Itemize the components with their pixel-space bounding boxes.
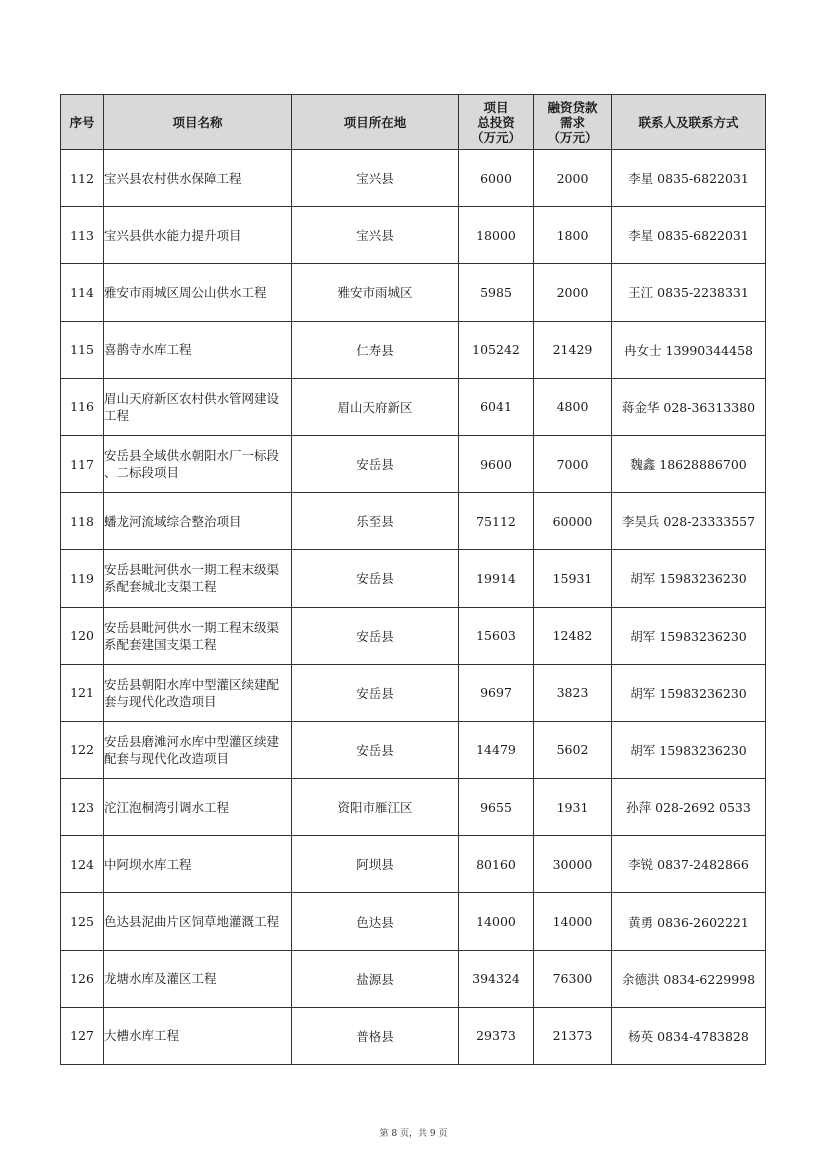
total-investment: 29373 — [459, 1007, 534, 1064]
project-name-line: 安岳县磨滩河水库中型灌区续建 — [104, 733, 280, 749]
project-name — [104, 435, 292, 492]
table-row — [61, 264, 766, 321]
row-number: 126 — [61, 950, 104, 1007]
total-investment: 105242 — [459, 321, 534, 378]
project-location: 安岳县 — [292, 550, 459, 607]
total-investment: 19914 — [459, 550, 534, 607]
table-row — [61, 207, 766, 264]
contact-info: 杨英 0834-4783828 — [612, 1007, 766, 1064]
table-row — [61, 550, 766, 607]
project-location: 安岳县 — [292, 721, 459, 778]
project-location: 仁寿县 — [292, 321, 459, 378]
contact-info: 余德洪 0834-6229998 — [612, 950, 766, 1007]
loan-demand: 5602 — [534, 721, 612, 778]
project-name — [104, 1007, 292, 1064]
project-name-line: 蟠龙河流域综合整治项目 — [104, 513, 242, 529]
contact-info: 胡军 15983236230 — [612, 550, 766, 607]
contact-info: 王江 0835-2238331 — [612, 264, 766, 321]
project-name-line: 安岳县毗河供水一期工程末级渠 — [104, 619, 280, 635]
contact-info: 李星 0835-6822031 — [612, 207, 766, 264]
project-name — [104, 721, 292, 778]
contact-info: 胡军 15983236230 — [612, 721, 766, 778]
contact-info: 蒋金华 028-36313380 — [612, 378, 766, 435]
project-location: 宝兴县 — [292, 207, 459, 264]
loan-demand: 30000 — [534, 836, 612, 893]
loan-demand: 60000 — [534, 493, 612, 550]
project-location: 雅安市雨城区 — [292, 264, 459, 321]
table-row — [61, 493, 766, 550]
project-name — [104, 150, 292, 207]
header-investment-line: 项目 — [483, 99, 509, 115]
project-name-line: 系配套建国支渠工程 — [104, 636, 217, 652]
row-number: 119 — [61, 550, 104, 607]
project-location: 安岳县 — [292, 607, 459, 664]
total-investment: 9697 — [459, 664, 534, 721]
loan-demand: 76300 — [534, 950, 612, 1007]
table-row — [61, 664, 766, 721]
project-table — [60, 94, 766, 1065]
row-number: 125 — [61, 893, 104, 950]
total-investment: 80160 — [459, 836, 534, 893]
contact-info: 冉女士 13990344458 — [612, 321, 766, 378]
header-location: 项目所在地 — [292, 95, 459, 150]
header-investment — [459, 95, 534, 150]
project-name — [104, 893, 292, 950]
project-name-line: 安岳县全域供水朝阳水厂一标段 — [104, 448, 280, 464]
row-number: 115 — [61, 321, 104, 378]
project-name-line: 眉山天府新区农村供水管网建设 — [104, 390, 280, 406]
row-number: 120 — [61, 607, 104, 664]
project-name-line: 工程 — [104, 407, 130, 423]
loan-demand: 2000 — [534, 264, 612, 321]
row-number: 113 — [61, 207, 104, 264]
project-name — [104, 207, 292, 264]
total-investment: 18000 — [459, 207, 534, 264]
project-location: 阿坝县 — [292, 836, 459, 893]
table-row — [61, 779, 766, 836]
project-name — [104, 607, 292, 664]
row-number: 116 — [61, 378, 104, 435]
project-name — [104, 664, 292, 721]
project-name-line: 、二标段项目 — [104, 465, 180, 481]
project-name-line: 套与现代化改造项目 — [104, 693, 217, 709]
table-row — [61, 607, 766, 664]
row-number: 118 — [61, 493, 104, 550]
header-contact: 联系人及联系方式 — [612, 95, 766, 150]
project-name — [104, 493, 292, 550]
table-row — [61, 321, 766, 378]
header-loan — [534, 95, 612, 150]
header-investment-line: （万元） — [470, 129, 521, 145]
project-name-line: 喜鹊寺水库工程 — [104, 342, 192, 358]
project-location: 普格县 — [292, 1007, 459, 1064]
total-investment: 5985 — [459, 264, 534, 321]
contact-info: 胡军 15983236230 — [612, 664, 766, 721]
contact-info: 李锐 0837-2482866 — [612, 836, 766, 893]
loan-demand: 21429 — [534, 321, 612, 378]
row-number: 114 — [61, 264, 104, 321]
project-name-line: 沱江泡桐湾引调水工程 — [104, 799, 230, 815]
total-investment: 15603 — [459, 607, 534, 664]
row-number: 127 — [61, 1007, 104, 1064]
total-investment: 9600 — [459, 435, 534, 492]
contact-info: 魏鑫 18628886700 — [612, 435, 766, 492]
project-name — [104, 950, 292, 1007]
total-investment: 14000 — [459, 893, 534, 950]
contact-info: 胡军 15983236230 — [612, 607, 766, 664]
loan-demand: 4800 — [534, 378, 612, 435]
table-row — [61, 435, 766, 492]
header-loan-line: 需求 — [559, 114, 585, 130]
table-row — [61, 836, 766, 893]
project-location: 眉山天府新区 — [292, 378, 459, 435]
row-number: 121 — [61, 664, 104, 721]
project-name-line: 色达县泥曲片区饲草地灌溉工程 — [104, 914, 280, 930]
project-name-line: 龙塘水库及灌区工程 — [104, 971, 217, 987]
loan-demand: 15931 — [534, 550, 612, 607]
contact-info: 孙萍 028-2692 0533 — [612, 779, 766, 836]
loan-demand: 7000 — [534, 435, 612, 492]
project-name — [104, 264, 292, 321]
project-name-line: 宝兴县供水能力提升项目 — [104, 227, 242, 243]
loan-demand: 1800 — [534, 207, 612, 264]
project-name-line: 系配套城北支渠工程 — [104, 579, 217, 595]
total-investment: 9655 — [459, 779, 534, 836]
project-name-line: 安岳县毗河供水一期工程末级渠 — [104, 562, 280, 578]
project-location: 盐源县 — [292, 950, 459, 1007]
loan-demand: 1931 — [534, 779, 612, 836]
table-row — [61, 150, 766, 207]
loan-demand: 14000 — [534, 893, 612, 950]
header-loan-line: 融资贷款 — [547, 99, 598, 115]
loan-demand: 3823 — [534, 664, 612, 721]
row-number: 112 — [61, 150, 104, 207]
row-number: 124 — [61, 836, 104, 893]
table-row — [61, 378, 766, 435]
project-name — [104, 378, 292, 435]
header-no: 序号 — [61, 95, 104, 150]
header-investment-line: 总投资 — [477, 114, 515, 130]
row-number: 122 — [61, 721, 104, 778]
table-header-row — [61, 95, 766, 150]
project-location: 安岳县 — [292, 435, 459, 492]
project-location: 乐至县 — [292, 493, 459, 550]
project-name-line: 安岳县朝阳水库中型灌区续建配 — [104, 676, 280, 692]
project-location: 宝兴县 — [292, 150, 459, 207]
contact-info: 李星 0835-6822031 — [612, 150, 766, 207]
loan-demand: 2000 — [534, 150, 612, 207]
project-name-line: 雅安市雨城区周公山供水工程 — [104, 284, 267, 300]
loan-demand: 12482 — [534, 607, 612, 664]
project-location: 资阳市雁江区 — [292, 779, 459, 836]
table-row — [61, 893, 766, 950]
loan-demand: 21373 — [534, 1007, 612, 1064]
contact-info: 李昊兵 028-23333557 — [612, 493, 766, 550]
row-number: 123 — [61, 779, 104, 836]
project-location: 色达县 — [292, 893, 459, 950]
project-location: 安岳县 — [292, 664, 459, 721]
project-name — [104, 779, 292, 836]
header-loan-line: （万元） — [547, 129, 598, 145]
table-row — [61, 721, 766, 778]
header-name: 项目名称 — [104, 95, 292, 150]
project-name — [104, 321, 292, 378]
project-name-line: 配套与现代化改造项目 — [104, 750, 230, 766]
project-name-line: 中阿坝水库工程 — [104, 856, 192, 872]
total-investment: 394324 — [459, 950, 534, 1007]
table-row — [61, 1007, 766, 1064]
page-footer: 第 8 页，共 9 页 — [379, 1129, 448, 1139]
total-investment: 14479 — [459, 721, 534, 778]
project-name — [104, 836, 292, 893]
project-name-line: 大槽水库工程 — [104, 1028, 180, 1044]
contact-info: 黄勇 0836-2602221 — [612, 893, 766, 950]
project-name-line: 宝兴县农村供水保障工程 — [104, 170, 242, 186]
total-investment: 6041 — [459, 378, 534, 435]
table-row — [61, 950, 766, 1007]
project-name — [104, 550, 292, 607]
row-number: 117 — [61, 435, 104, 492]
total-investment: 6000 — [459, 150, 534, 207]
total-investment: 75112 — [459, 493, 534, 550]
